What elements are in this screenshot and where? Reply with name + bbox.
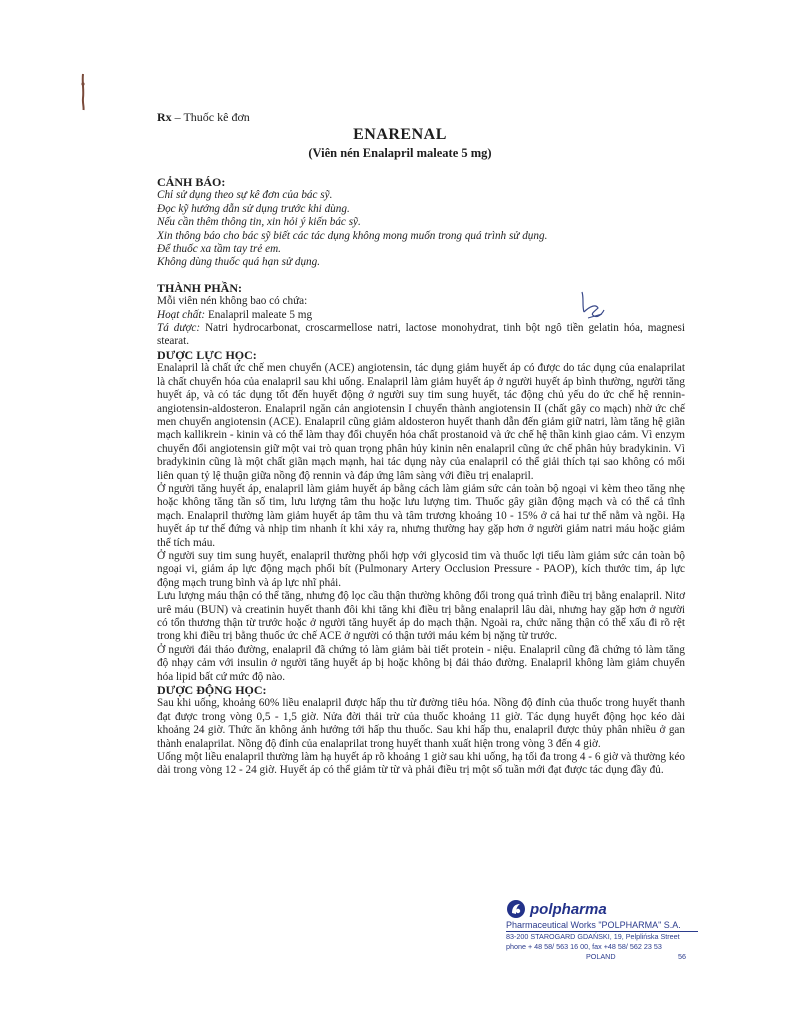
drug-subtitle: (Viên nén Enalapril maleate 5 mg) [308, 146, 492, 160]
warning-item: Chỉ sử dụng theo sự kê đơn của bác sỹ. [157, 189, 333, 202]
polpharma-logo-icon [506, 899, 526, 919]
stamp-country: POLAND [586, 952, 616, 961]
stamp-country-row [506, 952, 698, 962]
margin-pen-mark [78, 72, 88, 112]
warning-item: Không dùng thuốc quá hạn sử dụng. [157, 256, 321, 269]
stamp-logo [506, 898, 698, 920]
warning-item: Xin thông báo cho bác sỹ biết các tác dụng không mong muốn trong quá trình sử dụng. [157, 229, 548, 242]
warning-item: Nếu cần thêm thông tin, xin hỏi ý kiến bác sỹ. [157, 216, 361, 229]
pharmacodynamics-paragraph: Ở người suy tim sung huyết, enalapril thường phối hợp với glycosid tim và thuốc lợi tiểu làm giảm sức cản toàn bộ ngoại vi, giảm áp lực động mạch phổi bít (Pulmonary Artery Occlusion Pressure - PAOP), kích thước tim, áp lực động mạch trung bình và áp lực nhĩ phải. [157, 549, 685, 589]
stamp-code: 56 [678, 952, 686, 961]
pharmacokinetics-paragraph: Uống một liều enalapril thường làm hạ huyết áp rõ khoảng 1 giờ sau khi uống, hạ tối đa trong 4 - 6 giờ và thường kéo dài trong vòng 12 - 24 giờ. Huyết áp có thể giảm từ từ và phải điều trị một số tuần mới đạt được tác dụng đầy đủ. [157, 751, 685, 777]
rx-label: Rx – Thuốc kê đơn [157, 110, 250, 124]
pharmacokinetics-paragraph: Sau khi uống, khoảng 60% liều enalapril được hấp thu từ đường tiêu hóa. Nồng độ đỉnh của thuốc trong huyết thanh đạt được trong vòng 0,5 - 1,5 giờ. Nửa đời thải trừ của thuốc khoảng 11 giờ. Tác dụng huyết động học kéo dài khoảng 24 giờ. Thức ăn không ảnh hưởng tới hấp thu thuốc. Sau khi hấp thu, enalapril được thủy phân nhiều ở gan thành enalaprilat. Nồng độ đỉnh của enalaprilat trong huyết thanh xuất hiện trong vòng 3 đến 4 giờ. [157, 697, 685, 750]
warning-heading: CẢNH BÁO: [157, 175, 226, 189]
pharmacodynamics-paragraph: Lưu lượng máu thận có thể tăng, nhưng độ lọc cầu thận thường không đổi trong quá trình điều trị bằng enalapril. Nitơ urê máu (BUN) và creatinin huyết thanh đôi khi tăng khi điều trị bằng enalapril lâu dài, nhưng hay gặp hơn ở người có tổn thương thận từ trước hoặc ở người tăng huyết áp do mạch thận. Ngoài ra, chức năng thận có thể xấu đi rõ rệt trong khi điều trị bằng thuốc ức chế ACE ở người có thận tưới máu kém bị nặng từ trước. [157, 590, 685, 643]
stamp-phone: phone + 48 58/ 563 16 00, fax +48 58/ 562 23 53 [506, 942, 662, 951]
warning-item: Đọc kỹ hướng dẫn sử dụng trước khi dùng. [157, 202, 350, 215]
stamp-brand: polpharma [530, 900, 607, 918]
warning-item: Để thuốc xa tầm tay trẻ em. [157, 243, 281, 256]
pharmacodynamics-paragraph: Ở người tăng huyết áp, enalapril làm giảm huyết áp bằng cách làm giảm sức cản toàn bộ ngoại vi kèm theo tăng nhẹ hoặc không tăng tần số tim, lưu lượng tâm thu hoặc lưu lượng tim. Thuốc gây giãn động mạch và có thể cả tĩnh mạch. Enalapril thường làm giảm huyết áp tâm thu và tâm trương khoảng 10 - 15% ở cả hai tư thế nằm và ngồi. Hạ huyết áp tư thế đứng và nhịp tim nhanh ít khi xảy ra, nhưng thường hay gặp hơn ở người giảm natri máu hoặc giảm thể tích máu. [157, 482, 685, 549]
pharmacodynamics-heading: DƯỢC LỰC HỌC: [157, 347, 257, 362]
drug-title: ENARENAL [353, 126, 447, 143]
active-ingredient: Hoạt chất: Enalapril maleate 5 mg [157, 308, 313, 321]
pharmacodynamics-paragraph: Enalapril là chất ức chế men chuyển (ACE) angiotensin, tác dụng giảm huyết áp có được do tác dụng của enalaprilat là chất chuyển hóa của enalapril sau khi uống. Enalapril làm giảm huyết áp ở người huyết áp bình thường, người tăng huyết áp, và có tác dụng tốt đến huyết động ở người suy tim sung huyết, tác động chủ yếu do ức chế hệ rennin-angiotensin-aldosteron. Enalapril ngăn cản angiotensin I chuyển thành angiotensin II (chất gây co mạch) nhờ ức chế men chuyển angiotensin (ACE). Enalapril cũng giảm aldosteron huyết thanh dẫn đến giảm giữ natri, làm tăng hệ giãn mạch kallikrein - kinin và có thể làm thay đổi chuyển hóa chất prostanoid và ức chế hệ thần kinh giao cảm. Vì enzym chuyển đổi angiotensin giữ một vai trò quan trọng phân hủy kinin nên enalapril cũng ức chế phân hủy bradykinin. Vì bradykinin cũng là một chất giãn mạch mạnh, hai tác dụng này của enalapril có thể giải thích tại sao không có mối liên quan tỷ lệ thuận giữa nồng độ rennin và đáp ứng lâm sàng với điều trị enalapril. [157, 362, 685, 482]
composition-line: Mỗi viên nén không bao có chứa: [157, 295, 308, 308]
company-stamp [506, 898, 698, 974]
stamp-address: 83-200 STAROGARD GDAŃSKI, 19, Pelplińska Street [506, 932, 680, 941]
document-body [157, 176, 685, 778]
excipients: Tá dược: Natri hydrocarbonat, croscarmellose natri, lactose monohydrat, tinh bột ngô tiền gelatin hóa, magnesi stearat. [157, 322, 685, 348]
pharmacokinetics-heading: DƯỢC ĐỘNG HỌC: [157, 683, 267, 698]
composition-heading: THÀNH PHẦN: [157, 280, 242, 295]
pharmacodynamics-paragraph: Ở người đái tháo đường, enalapril đã chứng tỏ làm giảm bài tiết protein - niệu. Enalapril cũng đã chứng tỏ làm tăng độ nhạy cảm với insulin ở người tăng huyết áp bị hoặc không bị đái tháo đường. Enalapril không làm giảm chuyển hóa lipid bất cứ mức độ nào. [157, 643, 685, 683]
warning-list [157, 189, 685, 269]
stamp-company: Pharmaceutical Works "POLPHARMA" S.A. [506, 920, 698, 932]
